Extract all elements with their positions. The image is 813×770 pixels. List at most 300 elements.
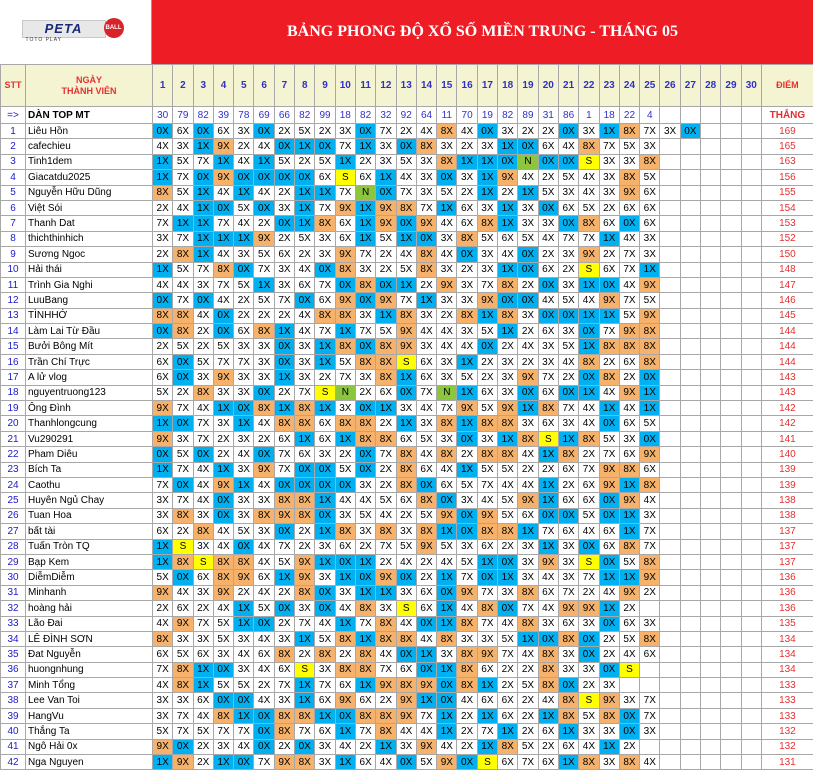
day-cell [660,708,680,723]
day-cell [721,631,741,646]
day-cell: 6X [376,385,396,400]
day-cell: 8X [335,416,355,431]
day-cell: 5X [558,170,578,185]
day-cell: 4X [437,216,457,231]
top-number-cell: 31 [538,107,558,124]
day-cell: 8X [619,462,639,477]
day-cell: 7X [437,401,457,416]
day-cell: 3X [254,370,274,385]
day-cell: 2X [254,308,274,323]
day-cell [680,554,700,569]
day-cell: 8X [254,324,274,339]
day-cell: 6X [640,185,660,200]
day-cell: 8X [416,524,436,539]
day-cell: 3X [619,693,639,708]
day-cell: 0X [193,124,213,139]
day-cell: 3X [274,200,294,215]
day-cell: 3X [355,477,375,492]
day-cell: 2X [457,724,477,739]
member-name: TÌNHHỚ [26,308,153,323]
day-cell: 0X [498,154,518,169]
day-cell: 3X [437,139,457,154]
day-cell: 5X [477,401,497,416]
day-cell: 9X [396,708,416,723]
day-header: 5 [234,65,254,107]
day-cell: 8X [579,216,599,231]
day-cell: 7X [193,416,213,431]
member-name: Caothu [26,477,153,492]
day-cell: 7X [376,447,396,462]
day-cell: 7X [599,447,619,462]
day-cell: 3X [355,262,375,277]
day-cell: 2X [274,385,294,400]
day-cell: 1X [234,185,254,200]
day-cell: 7X [193,431,213,446]
day-cell: 1X [640,401,660,416]
day-cell: 5X [538,185,558,200]
day-cell: 4X [498,477,518,492]
day-cell: 3X [376,154,396,169]
day-cell: 0X [396,385,416,400]
day-cell: 4X [437,462,457,477]
day-cell [741,247,761,262]
day-cell: 0X [193,447,213,462]
member-name: A lử vlog [26,370,153,385]
day-cell: 8X [376,616,396,631]
day-cell: 1X [619,508,639,523]
day-cell: 9X [640,308,660,323]
day-cell: 3X [518,216,538,231]
day-cell: 1X [153,554,173,569]
day-cell: 6X [558,462,578,477]
member-stt: 24 [1,477,26,492]
day-cell: 3X [193,508,213,523]
day-cell: 4X [396,554,416,569]
day-cell: 0X [254,724,274,739]
member-name: Bạp Kem [26,554,153,569]
day-cell: 0X [599,277,619,292]
day-cell: 1X [193,185,213,200]
day-cell: 8X [193,385,213,400]
day-cell: 4X [619,231,639,246]
day-cell: 0X [234,262,254,277]
day-cell: 0X [234,755,254,770]
day-cell: 3X [599,678,619,693]
day-cell: 3X [295,601,315,616]
day-cell: 9X [295,554,315,569]
day-cell: 5X [376,324,396,339]
day-cell: 7X [355,324,375,339]
day-cell: 1X [518,631,538,646]
day-cell: 8X [376,431,396,446]
day-cell: 1X [193,662,213,677]
day-cell: 9X [153,739,173,754]
day-cell: 2X [518,693,538,708]
day-cell [721,370,741,385]
day-cell: 3X [640,508,660,523]
day-cell: 7X [640,693,660,708]
member-points: 134 [761,662,813,677]
day-cell: 3X [538,216,558,231]
top-number-cell: 11 [437,107,457,124]
top-number-cell: 86 [558,107,578,124]
day-cell: 0X [315,585,335,600]
member-name: Lee Van Toi [26,693,153,708]
top-number-cell: 22 [619,107,639,124]
day-cell: 7X [274,447,294,462]
day-cell [680,431,700,446]
day-header: 1 [153,65,173,107]
day-cell [701,447,721,462]
member-row [1,462,813,477]
day-cell: 3X [234,462,254,477]
day-cell [721,601,741,616]
member-name: Huyên Ngủ Chay [26,493,153,508]
day-cell [660,293,680,308]
day-cell: 3X [355,524,375,539]
day-cell: 2X [599,631,619,646]
day-cell: 2X [599,354,619,369]
day-cell: 1X [193,678,213,693]
day-cell: 0X [173,370,193,385]
day-cell [680,370,700,385]
day-cell: 5X [640,416,660,431]
day-cell: 1X [193,216,213,231]
day-cell: 7X [640,124,660,139]
day-cell: 3X [396,401,416,416]
day-cell: 5X [234,524,254,539]
day-cell: 7X [558,231,578,246]
member-row [1,585,813,600]
day-cell: 1X [213,755,233,770]
member-name: Minhanh [26,585,153,600]
day-cell: 6X [477,693,497,708]
day-cell [741,262,761,277]
day-cell: 1X [538,477,558,492]
day-cell [721,755,741,770]
day-cell: 8X [457,647,477,662]
day-cell: 3X [416,308,436,323]
day-cell: 2X [295,539,315,554]
day-cell [701,554,721,569]
day-cell: 6X [538,139,558,154]
logo-subtitle: TOTO PLAY [26,37,63,43]
day-cell: 2X [518,724,538,739]
day-cell: 7X [274,539,294,554]
day-cell: N [335,385,355,400]
day-cell: 4X [254,554,274,569]
top-number-cell: 78 [234,107,254,124]
day-cell [680,200,700,215]
day-cell [741,385,761,400]
day-cell: 1X [335,431,355,446]
day-cell: 4X [579,416,599,431]
day-cell: 0X [254,447,274,462]
day-cell: 1X [376,739,396,754]
member-name: nguyentruong123 [26,385,153,400]
day-cell: 5X [376,231,396,246]
day-cell [701,570,721,585]
day-cell: 1X [153,755,173,770]
day-cell: 8X [153,308,173,323]
member-stt: 41 [1,739,26,754]
day-cell: 1X [396,416,416,431]
day-cell: 1X [295,185,315,200]
day-cell: 4X [619,277,639,292]
day-cell [680,708,700,723]
day-cell [701,308,721,323]
day-cell: 7X [416,385,436,400]
day-cell: 6X [274,247,294,262]
day-cell: 6X [234,324,254,339]
day-cell: 7X [640,524,660,539]
day-header: 3 [193,65,213,107]
day-cell: 1X [518,401,538,416]
day-cell: 4X [173,585,193,600]
day-cell: 4X [457,693,477,708]
day-cell: 1X [335,755,355,770]
day-cell: 0X [437,585,457,600]
member-stt: 2 [1,139,26,154]
day-cell: 5X [173,339,193,354]
day-cell: 8X [457,678,477,693]
day-cell: 9X [599,693,619,708]
day-cell: 1X [376,585,396,600]
day-cell: 7X [173,493,193,508]
day-cell: 7X [173,401,193,416]
day-cell: 1X [396,231,416,246]
day-cell: 1X [193,200,213,215]
member-name: Lão Đai [26,616,153,631]
day-cell: 3X [599,755,619,770]
day-cell: 0X [640,431,660,446]
day-cell: 2X [254,431,274,446]
day-cell: 8X [213,262,233,277]
day-cell: 4X [355,493,375,508]
day-cell: 8X [619,170,639,185]
day-cell: 1X [153,170,173,185]
day-cell: 4X [437,554,457,569]
day-cell: 8X [376,708,396,723]
day-cell: 0X [213,662,233,677]
day-cell: 6X [153,370,173,385]
day-cell: 3X [315,739,335,754]
top-number-cell: 79 [173,107,193,124]
day-cell: 4X [457,339,477,354]
day-cell [701,354,721,369]
member-stt: 8 [1,231,26,246]
member-points: 137 [761,524,813,539]
day-cell: 7X [396,185,416,200]
day-cell: 8X [396,462,416,477]
day-cell: 2X [457,708,477,723]
member-points: 133 [761,693,813,708]
day-cell [680,739,700,754]
day-cell: 1X [335,616,355,631]
day-cell: 8X [274,724,294,739]
day-cell: 2X [295,647,315,662]
day-cell [701,539,721,554]
day-cell [680,216,700,231]
day-cell: 0X [153,324,173,339]
day-cell: 4X [193,477,213,492]
day-cell: 2X [558,370,578,385]
day-cell [701,277,721,292]
day-cell [741,416,761,431]
day-cell: 5X [234,200,254,215]
day-cell: 9X [477,508,497,523]
member-points: 137 [761,539,813,554]
day-cell: 7X [396,293,416,308]
day-cell: 4X [416,124,436,139]
top-number-cell [741,107,761,124]
day-cell [680,524,700,539]
top-number-cell: 82 [193,107,213,124]
day-cell [741,601,761,616]
top-number-cell: 70 [457,107,477,124]
member-stt: 6 [1,200,26,215]
day-cell: 6X [153,524,173,539]
day-cell: 8X [579,431,599,446]
day-cell: 0X [213,200,233,215]
day-cell: 5X [153,385,173,400]
day-cell: 3X [274,693,294,708]
day-cell: 4X [376,755,396,770]
day-cell [680,755,700,770]
day-cell: 2X [355,739,375,754]
day-cell: 1X [558,755,578,770]
day-cell: 1X [153,262,173,277]
day-cell: 8X [213,708,233,723]
day-cell [660,431,680,446]
member-row [1,385,813,400]
day-cell: 8X [355,708,375,723]
day-cell: 9X [640,277,660,292]
day-cell: 7X [295,385,315,400]
member-row [1,154,813,169]
day-cell [721,154,741,169]
day-cell: 0X [213,508,233,523]
member-row [1,708,813,723]
day-cell: 1X [376,308,396,323]
day-cell [660,277,680,292]
day-cell [741,431,761,446]
day-cell: 6X [640,200,660,215]
day-cell: 0X [173,477,193,492]
day-cell: 9X [579,247,599,262]
day-cell: 3X [153,231,173,246]
member-points: 133 [761,708,813,723]
day-cell: 3X [416,416,436,431]
day-cell [660,416,680,431]
day-cell: 0X [355,401,375,416]
day-cell: 0X [295,170,315,185]
day-cell: 5X [599,431,619,446]
day-cell: 3X [315,539,335,554]
day-cell [660,585,680,600]
day-cell: 7X [558,585,578,600]
day-cell: 3X [477,139,497,154]
day-cell: 1X [437,724,457,739]
day-cell [680,585,700,600]
member-points: 156 [761,170,813,185]
day-cell [741,277,761,292]
day-cell: 8X [477,447,497,462]
day-cell: 7X [579,231,599,246]
member-name: Tuấn Tròn TQ [26,539,153,554]
day-cell: 3X [193,539,213,554]
day-cell: 2X [335,447,355,462]
member-stt: 38 [1,693,26,708]
day-cell: 9X [213,370,233,385]
day-cell: 7X [335,185,355,200]
day-cell: 1X [376,401,396,416]
top-number-cell: 39 [213,107,233,124]
day-cell: 4X [153,277,173,292]
day-cell: 8X [558,708,578,723]
day-cell: 1X [518,185,538,200]
day-cell [721,216,741,231]
day-cell: 2X [538,247,558,262]
day-cell: 4X [193,308,213,323]
day-cell: 4X [193,401,213,416]
day-cell: 0X [315,262,335,277]
day-cell: 0X [619,708,639,723]
day-cell: 0X [234,693,254,708]
day-cell [741,570,761,585]
day-cell: 2X [376,247,396,262]
member-row [1,216,813,231]
day-cell: 3X [477,431,497,446]
day-cell [680,631,700,646]
member-stt: 36 [1,662,26,677]
day-cell: 9X [437,508,457,523]
day-cell: 6X [254,647,274,662]
day-cell: 6X [538,262,558,277]
day-cell: 2X [295,154,315,169]
day-cell: 7X [173,231,193,246]
day-cell: 7X [173,170,193,185]
day-cell: 3X [295,354,315,369]
day-cell: 0X [558,678,578,693]
day-cell: 4X [295,308,315,323]
day-cell [741,647,761,662]
day-cell: 8X [254,508,274,523]
day-header: 20 [538,65,558,107]
day-cell: 7X [295,724,315,739]
day-cell: 6X [518,508,538,523]
day-cell: 3X [274,631,294,646]
day-cell: 5X [213,339,233,354]
day-cell: 0X [315,462,335,477]
day-cell: 0X [173,739,193,754]
day-cell: 1X [599,401,619,416]
day-cell [721,247,741,262]
day-cell: 7X [295,616,315,631]
member-name: HangVu [26,708,153,723]
day-cell [721,508,741,523]
member-stt: 15 [1,339,26,354]
member-name: bất tài [26,524,153,539]
day-cell [660,724,680,739]
day-cell: 3X [254,524,274,539]
day-cell: 1X [538,493,558,508]
day-cell: 8X [396,477,416,492]
member-stt: 21 [1,431,26,446]
day-cell: 3X [355,370,375,385]
day-cell [680,539,700,554]
day-cell: 4X [457,124,477,139]
